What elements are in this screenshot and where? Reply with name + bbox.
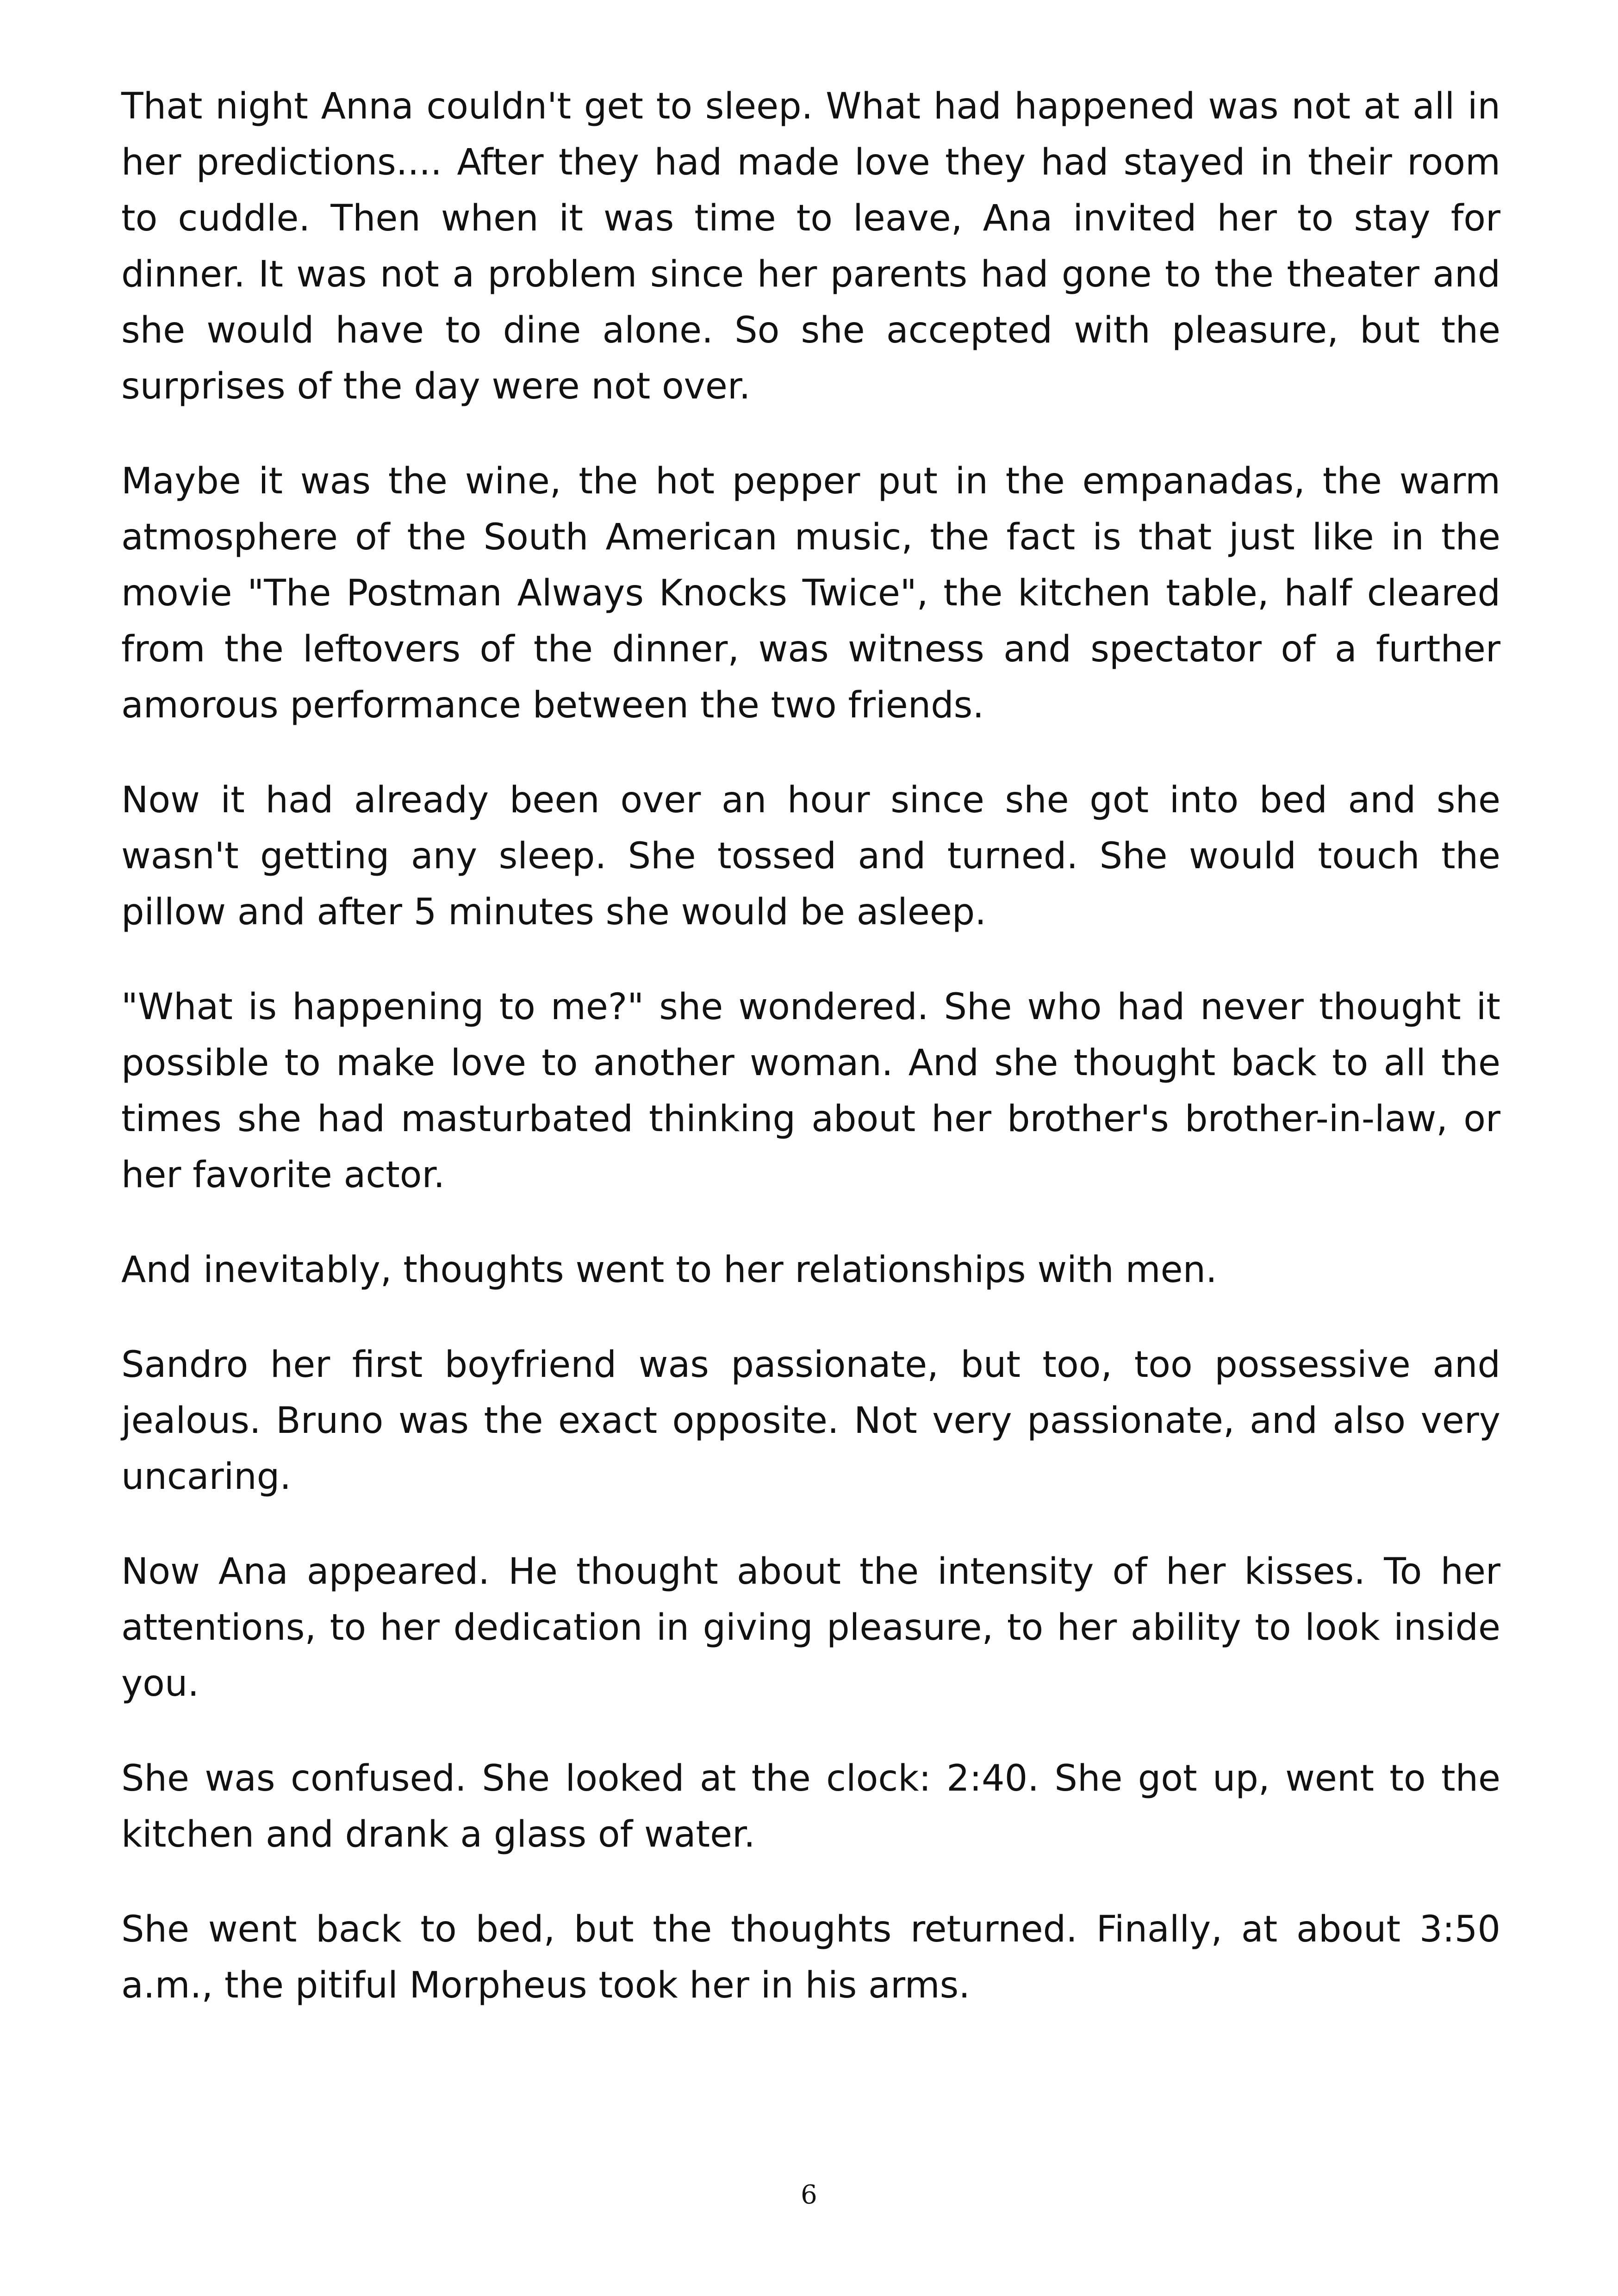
paragraph-5: And inevitably, thoughts went to her relationships with men. [121, 1249, 1217, 1291]
page-number: 6 [801, 2180, 817, 2210]
paragraph-8: She was confused. She looked at the clock: 2:40. She got up, went to the kitchen and drank a glass of water. [121, 1758, 1500, 1855]
paragraph-7: Now Ana appeared. He thought about the intensity of her kisses. To her attentions, to her dedication in giving pleasure, to her ability to look inside you. [121, 1551, 1500, 1705]
paragraph-1: That night Anna couldn't get to sleep. What had happened was not at all in her predictions.... After they had made love they had stayed in their room to cuddle. Then when it was time to leave, Ana invited her to stay for dinner. It was not a problem since her parents had gone to the theater and she would have to dine alone. So she accepted with pleasure, but the surprises of the day were not over. [121, 86, 1500, 407]
body-text [121, 79, 1500, 2053]
paragraph-9: She went back to bed, but the thoughts returned. Finally, at about 3:50 a.m., the pitiful Morpheus took her in his arms. [121, 1909, 1500, 2006]
paragraph-4: "What is happening to me?" she wondered. She who had never thought it possible to make love to another woman. And she thought back to all the times she had masturbated thinking about her brother's brother-in-law, or her favorite actor. [121, 986, 1500, 1196]
paragraph-3: Now it had already been over an hour since she got into bed and she wasn't getting any sleep. She tossed and turned. She would touch the pillow and after 5 minutes she would be asleep. [121, 779, 1500, 933]
paragraph-6: Sandro her first boyfriend was passionate, but too, too possessive and jealous. Bruno was the exact opposite. Not very passionate, and also very uncaring. [121, 1344, 1500, 1498]
paragraph-2: Maybe it was the wine, the hot pepper put in the empanadas, the warm atmosphere of the South American music, the fact is that just like in the movie "The Postman Always Knocks Twice", the kitchen table, half cleared from the leftovers of the dinner, was witness and spectator of a further amorous performance between the two friends. [121, 460, 1500, 726]
